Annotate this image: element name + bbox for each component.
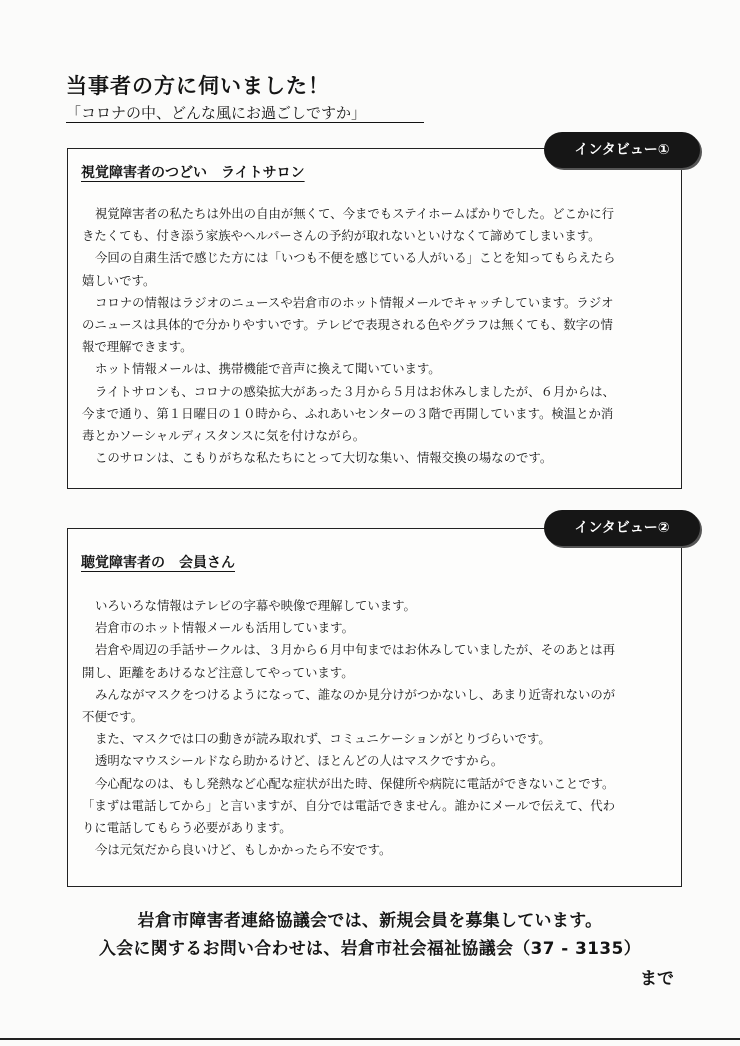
paragraph-line: 今は元気だから良いけど、もしかかったら不安です。 bbox=[95, 842, 392, 858]
interview-2-badge: インタビュー② bbox=[544, 510, 700, 546]
paragraph-line: 視覚障害者の私たちは外出の自由が無くて、今までもステイホームばかりでした。どこかに行 bbox=[95, 206, 615, 221]
paragraph-line: きたくても、付き添う家族やヘルパーさんの予約が取れないといけなくて諦めてしまいます。 bbox=[82, 228, 601, 244]
paragraph-line: また、マスクでは口の動きが読み取れず、コミュニケーションがとりづらいです。 bbox=[95, 731, 551, 747]
interview-1-badge: インタビュー① bbox=[544, 132, 700, 168]
paragraph-line: いろいろな情報はテレビの字幕や映像で理解しています。 bbox=[95, 598, 416, 613]
paragraph-line: 嬉しいです。 bbox=[82, 272, 156, 288]
bottom-divider bbox=[0, 1038, 740, 1040]
paragraph-line: コロナの情報はラジオのニュースや岩倉市のホット情報メールでキャッチしています。ラジオ bbox=[95, 294, 614, 310]
recruitment-notice: 岩倉市障害者連絡協議会では、新規会員を募集しています。 bbox=[137, 910, 603, 930]
interview-2-box bbox=[67, 528, 682, 887]
paragraph-line: 今心配なのは、もし発熱など心配な症状が出た時、保健所や病院に電話ができないことです。 bbox=[95, 775, 615, 791]
paragraph-line: りに電話してもらう必要があります。 bbox=[82, 820, 292, 836]
subtitle-underline bbox=[66, 122, 424, 123]
paragraph-line: 報で理解できます。 bbox=[82, 339, 193, 355]
interview-2-heading: 聴覚障害者の 会員さん bbox=[81, 555, 235, 571]
interview-2-body bbox=[82, 595, 671, 861]
paragraph-line: このサロンは、こもりがちな私たちにとって大切な集い、情報交換の場なのです。 bbox=[95, 450, 553, 466]
paragraph-line: 透明なマウスシールドなら助かるけど、ほとんどの人はマスクですから。 bbox=[95, 753, 504, 769]
paragraph-line: 今まで通り、第１日曜日の１０時から、ふれあいセンターの３階で再開しています。検温とか消 bbox=[82, 405, 614, 421]
paragraph-line: 岩倉や周辺の手話サークルは、３月から６月中旬まではお休みしていましたが、そのあとは再 bbox=[95, 642, 616, 658]
page-subtitle: 「コロナの中、どんな風にお過ごしですか」 bbox=[66, 104, 367, 122]
paragraph-line: 岩倉市のホット情報メールも活用しています。 bbox=[95, 620, 354, 636]
paragraph-line: ライトサロンも、コロナの感染拡大があった３月から５月はお休みしましたが、６月からは、 bbox=[95, 383, 615, 399]
paragraph-line: ホット情報メールは、携帯機能で音声に換えて聞いています。 bbox=[95, 361, 441, 377]
paragraph-line: 開し、距離をあけるなど注意してやっています。 bbox=[82, 664, 354, 680]
paragraph-line: 毒とかソーシャルディスタンスに気を付けながら。 bbox=[82, 428, 366, 444]
interview-1-box bbox=[67, 148, 682, 489]
page-title: 当事者の方に伺いました！ bbox=[66, 74, 330, 98]
paragraph-line: 今回の自粛生活で感じた方には「いつも不便を感じている人がいる」ことを知ってもらえたら bbox=[95, 250, 616, 266]
contact-notice: 入会に関するお問い合わせは、岩倉市社会福祉協議会（37 - 3135） bbox=[98, 938, 642, 958]
contact-notice-suffix: まで bbox=[640, 969, 674, 989]
paragraph-line: 不便です。 bbox=[82, 709, 143, 725]
paragraph-line: のニュースは具体的で分かりやすいです。テレビで表現される色やグラフは無くても、数字の情 bbox=[82, 317, 613, 333]
paragraph-line: みんながマスクをつけるようになって、誰なのか見分けがつかないし、あまり近寄れないのが bbox=[95, 686, 616, 702]
paragraph-line: 「まずは電話してから」と言いますが、自分では電話できません。誰かにメールで伝えて、代わ bbox=[82, 797, 616, 813]
interview-1-body bbox=[82, 203, 671, 469]
interview-1-heading: 視覚障害者のつどい ライトサロン bbox=[81, 165, 305, 181]
